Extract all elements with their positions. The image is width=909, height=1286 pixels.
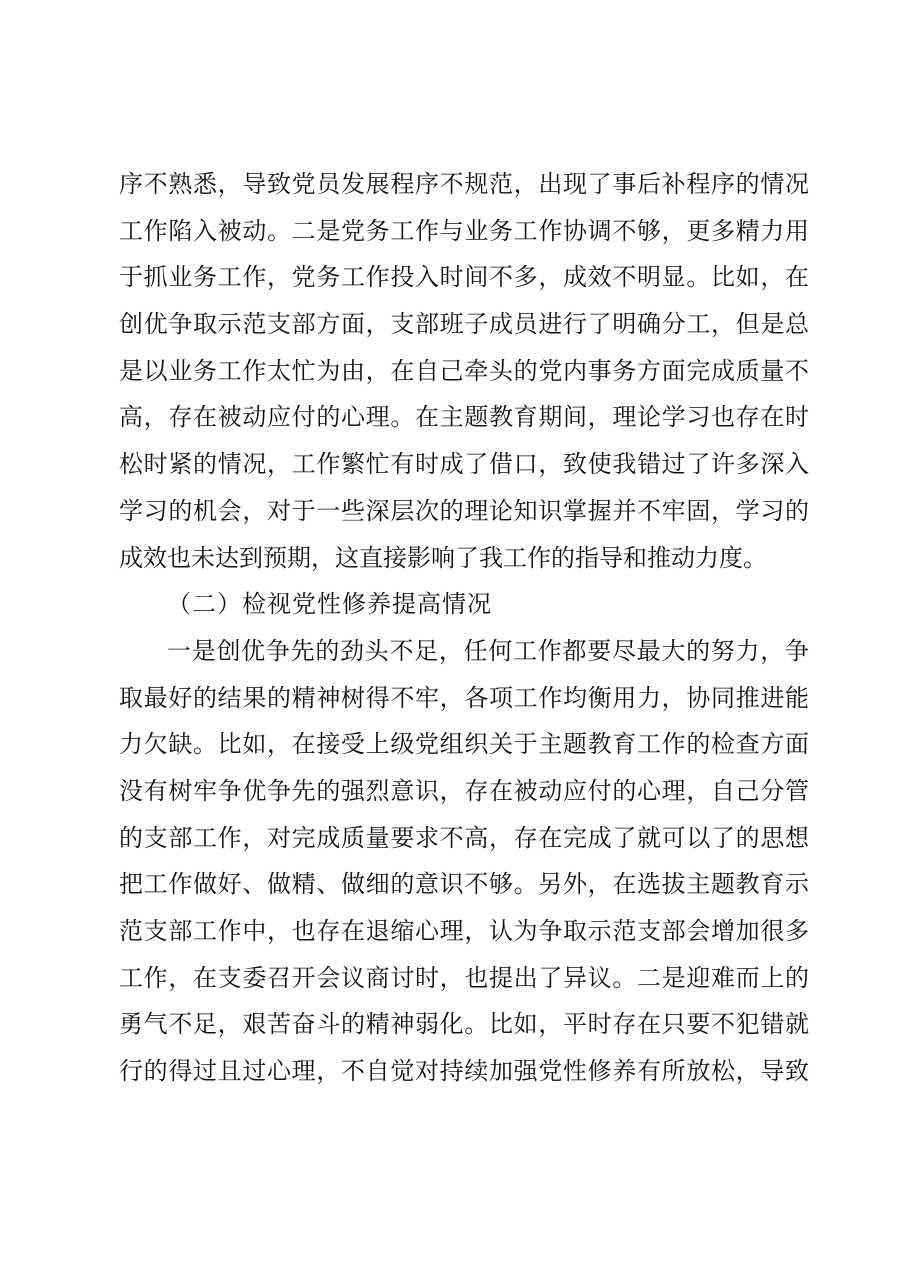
paragraph-line: 行的得过且过心理，不自觉对持续加强党性修养有所放松，导致	[119, 1057, 809, 1086]
paragraph-line: 序不熟悉，导致党员发展程序不规范，出现了事后补程序的情况	[119, 170, 809, 198]
paragraph-line: 是以业务工作太忙为由，在自己牵头的党内事务方面完成质量不	[119, 356, 809, 385]
paragraph-line: 没有树牢争优争先的强烈意识，存在被动应付的心理，自己分管	[119, 776, 809, 805]
paragraph-line: 力欠缺。比如，在接受上级党组织关于主题教育工作的检查方面	[119, 730, 809, 759]
document-body	[119, 161, 809, 1095]
paragraph-line: 勇气不足，艰苦奋斗的精神弱化。比如，平时存在只要不犯错就	[119, 1010, 809, 1039]
paragraph-line: 于抓业务工作，党务工作投入时间不多，成效不明显。比如，在	[119, 263, 809, 292]
paragraph-line: 高，存在被动应付的心理。在主题教育期间，理论学习也存在时	[119, 403, 809, 432]
paragraph-line: 工作，在支委召开会议商讨时，也提出了异议。二是迎难而上的	[119, 963, 809, 992]
paragraph-line: 一是创优争先的劲头不足，任何工作都要尽最大的努力，争	[167, 636, 809, 665]
paragraph-line: 取最好的结果的精神树得不牢，各项工作均衡用力，协同推进能	[119, 683, 809, 712]
paragraph-line: 成效也未达到预期，这直接影响了我工作的指导和推动力度。	[119, 543, 767, 572]
paragraph-line: 把工作做好、做精、做细的意识不够。另外，在选拔主题教育示	[119, 870, 809, 899]
paragraph-line: 范支部工作中，也存在退缩心理，认为争取示范支部会增加很多	[119, 917, 809, 945]
paragraph-line: 工作陷入被动。二是党务工作与业务工作协调不够，更多精力用	[119, 216, 809, 245]
paragraph-line: 松时紧的情况，工作繁忙有时成了借口，致使我错过了许多深入	[119, 450, 809, 479]
paragraph-line: 创优争取示范支部方面，支部班子成员进行了明确分工，但是总	[119, 310, 809, 339]
section-heading: （二）检视党性修养提高情况	[167, 590, 492, 619]
paragraph-line: 的支部工作，对完成质量要求不高，存在完成了就可以了的思想	[119, 823, 809, 852]
paragraph-line: 学习的机会，对于一些深层次的理论知识掌握并不牢固，学习的	[119, 496, 809, 525]
